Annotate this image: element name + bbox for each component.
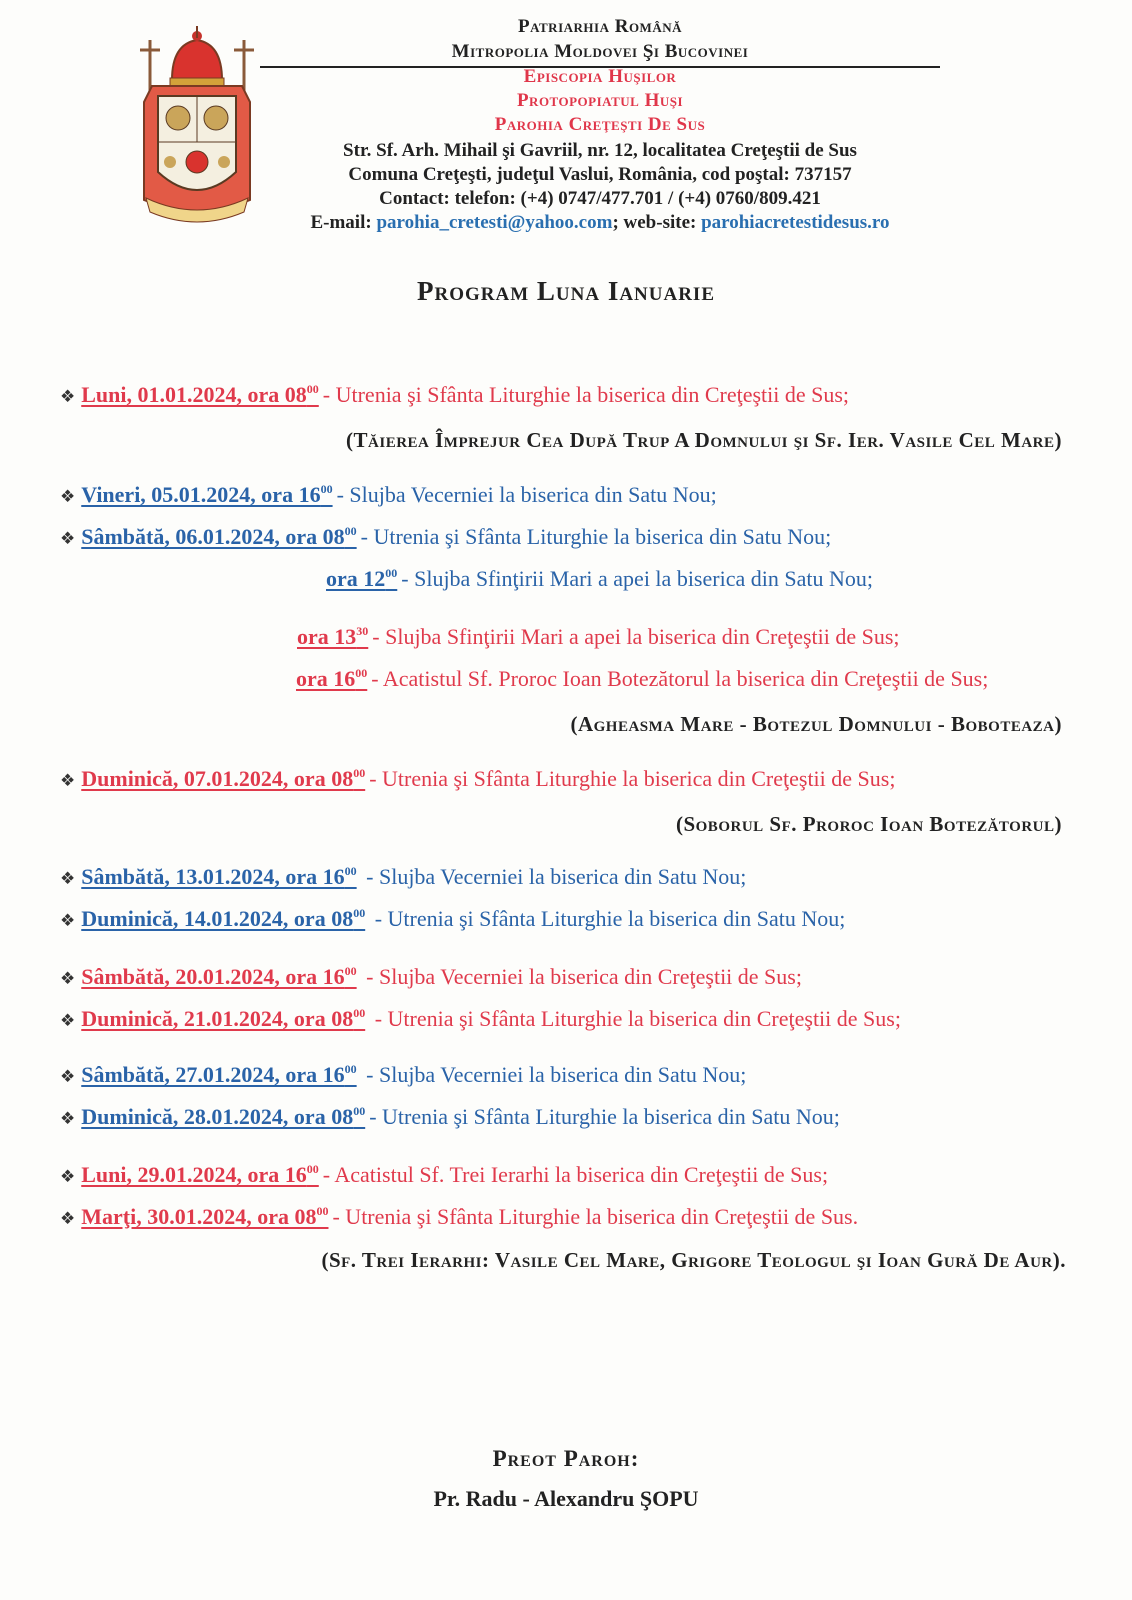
bullet-icon: ❖ [60, 387, 76, 406]
event-minutes: 00 [353, 766, 366, 780]
event-date-time: Duminică, 21.01.2024, ora 08 [81, 1006, 354, 1031]
event-minutes: 00 [344, 524, 357, 538]
event-minutes: 00 [353, 1104, 366, 1118]
event-description: - Utrenia şi Sfânta Liturghie la biserica din Creţeştii de Sus; [322, 382, 850, 407]
bullet-icon: ❖ [60, 911, 76, 930]
event-minutes: 00 [306, 1162, 319, 1176]
event-date-time: Vineri, 05.01.2024, ora 16 [81, 482, 321, 507]
event-date-time: Sâmbătă, 06.01.2024, ora 08 [81, 524, 345, 549]
feast-note: (Sf. Trei Ierarhi: Vasile Cel Mare, Grigore Teologul şi Ioan Gură De Aur). [321, 1248, 1066, 1272]
header-patriarchy: Patriarhia Română [517, 16, 682, 37]
event-description: - Acatistul Sf. Trei Ierarhi la biserica din Creţeştii de Sus; [322, 1162, 829, 1187]
event-minutes: 00 [344, 964, 357, 978]
event-description: - Slujba Vecerniei la biserica din Satu Nou; [360, 864, 747, 889]
event-date-time: Duminică, 07.01.2024, ora 08 [81, 766, 354, 791]
event-date-time: Sâmbătă, 13.01.2024, ora 16 [81, 864, 345, 889]
signature-name: Pr. Radu - Alexandru ŞOPU [433, 1486, 699, 1511]
header-diocese: Episcopia Huşilor [523, 66, 677, 87]
event-description: - Utrenia şi Sfânta Liturghie la biserica din Satu Nou; [369, 1104, 840, 1129]
header-contact-online [250, 212, 950, 234]
bullet-icon: ❖ [60, 869, 76, 888]
event-time: ora 13 [297, 624, 357, 649]
schedule-item [297, 624, 900, 650]
event-description: - Utrenia şi Sfânta Liturghie la biserica din Satu Nou; [369, 906, 846, 931]
event-date-time: Luni, 01.01.2024, ora 08 [81, 382, 307, 407]
event-date-time: Sâmbătă, 20.01.2024, ora 16 [81, 964, 345, 989]
schedule-item [60, 1162, 828, 1188]
feast-note: (Tăierea Împrejur Cea După Trup A Domnului şi Sf. Ier. Vasile Cel Mare) [346, 428, 1062, 452]
schedule-item [60, 964, 802, 990]
event-minutes: 00 [353, 1006, 366, 1020]
event-date-time: Duminică, 28.01.2024, ora 08 [81, 1104, 354, 1129]
event-date-time: Luni, 29.01.2024, ora 16 [81, 1162, 307, 1187]
event-description: - Utrenia şi Sfânta Liturghie la biserica din Satu Nou; [360, 524, 832, 549]
bullet-icon: ❖ [60, 771, 76, 790]
event-description: - Utrenia şi Sfânta Liturghie la biserica din Creţeştii de Sus; [369, 766, 896, 791]
event-description: - Utrenia şi Sfânta Liturghie la biserica din Creţeştii de Sus. [332, 1204, 859, 1229]
event-minutes: 30 [356, 624, 369, 638]
event-minutes: 00 [385, 566, 398, 580]
event-minutes: 00 [344, 864, 357, 878]
event-minutes: 00 [355, 666, 368, 680]
event-time: ora 16 [296, 666, 356, 691]
event-date-time: Sâmbătă, 27.01.2024, ora 16 [81, 1062, 345, 1087]
event-time: ora 12 [326, 566, 386, 591]
header-address-commune: Comuna Creţeşti, judeţul Vaslui, România, cod poştal: 737157 [348, 164, 852, 185]
event-date-time: Marţi, 30.01.2024, ora 08 [81, 1204, 317, 1229]
bullet-icon: ❖ [60, 487, 76, 506]
schedule-item [296, 666, 988, 692]
schedule-item [60, 766, 895, 792]
event-description: - Acatistul Sf. Proroc Ioan Botezătorul la biserica din Creţeştii de Sus; [371, 666, 989, 691]
signature-role: Preot Paroh: [492, 1446, 640, 1471]
event-description: - Slujba Sfinţirii Mari a apei la biserica din Satu Nou; [401, 566, 873, 591]
bullet-icon: ❖ [60, 1011, 76, 1030]
email-label: E-mail: [310, 212, 377, 233]
event-description: - Slujba Vecerniei la biserica din Creţeştii de Sus; [360, 964, 802, 989]
header-metropolis: Mitropolia Moldovei Şi Bucovinei [451, 41, 749, 62]
bullet-icon: ❖ [60, 1209, 76, 1228]
event-description: - Slujba Vecerniei la biserica din Satu Nou; [360, 1062, 747, 1087]
event-minutes: 00 [316, 1204, 329, 1218]
event-description: - Slujba Sfinţirii Mari a apei la biserica din Creţeştii de Sus; [372, 624, 900, 649]
page-title: Program Luna Ianuarie [417, 276, 715, 306]
bullet-icon: ❖ [60, 1109, 76, 1128]
bullet-icon: ❖ [60, 1167, 76, 1186]
event-minutes: 00 [344, 1062, 357, 1076]
schedule-item [60, 524, 831, 550]
event-description: - Utrenia şi Sfânta Liturghie la biserica din Creţeştii de Sus; [369, 1006, 901, 1031]
website-label: ; web-site: [612, 212, 702, 233]
feast-note: (Agheasma Mare - Botezul Domnului - Boboteaza) [570, 712, 1062, 736]
event-date-time: Duminică, 14.01.2024, ora 08 [81, 906, 354, 931]
header-contact-phone: Contact: telefon: (+4) 0747/477.701 / (+4) 0760/809.421 [379, 188, 821, 209]
header-parish: Parohia Creţeşti De Sus [494, 114, 706, 135]
schedule-item [60, 864, 746, 890]
schedule-item [60, 906, 845, 932]
schedule-item [60, 482, 717, 508]
event-minutes: 00 [320, 482, 333, 496]
schedule-item [60, 382, 849, 408]
schedule-item [60, 1104, 840, 1130]
feast-note: (Soborul Sf. Proroc Ioan Botezătorul) [675, 812, 1062, 836]
episcopal-crest-icon [132, 22, 262, 227]
header-address-street: Str. Sf. Arh. Mihail şi Gavriil, nr. 12, localitatea Creţeştii de Sus [343, 140, 857, 161]
email-link[interactable]: parohia_cretesti@yahoo.com [376, 212, 613, 233]
header-deanery: Protopopiatul Huşi [516, 90, 684, 111]
schedule-item [60, 1062, 746, 1088]
bullet-icon: ❖ [60, 1067, 76, 1086]
event-minutes: 00 [306, 382, 319, 396]
event-description: - Slujba Vecerniei la biserica din Satu Nou; [336, 482, 717, 507]
event-minutes: 00 [353, 906, 366, 920]
schedule-item [60, 1006, 901, 1032]
bullet-icon: ❖ [60, 969, 76, 988]
bullet-icon: ❖ [60, 529, 76, 548]
website-link[interactable]: parohiacretestidesus.ro [701, 212, 890, 233]
schedule-item [326, 566, 873, 592]
schedule-item [60, 1204, 858, 1230]
